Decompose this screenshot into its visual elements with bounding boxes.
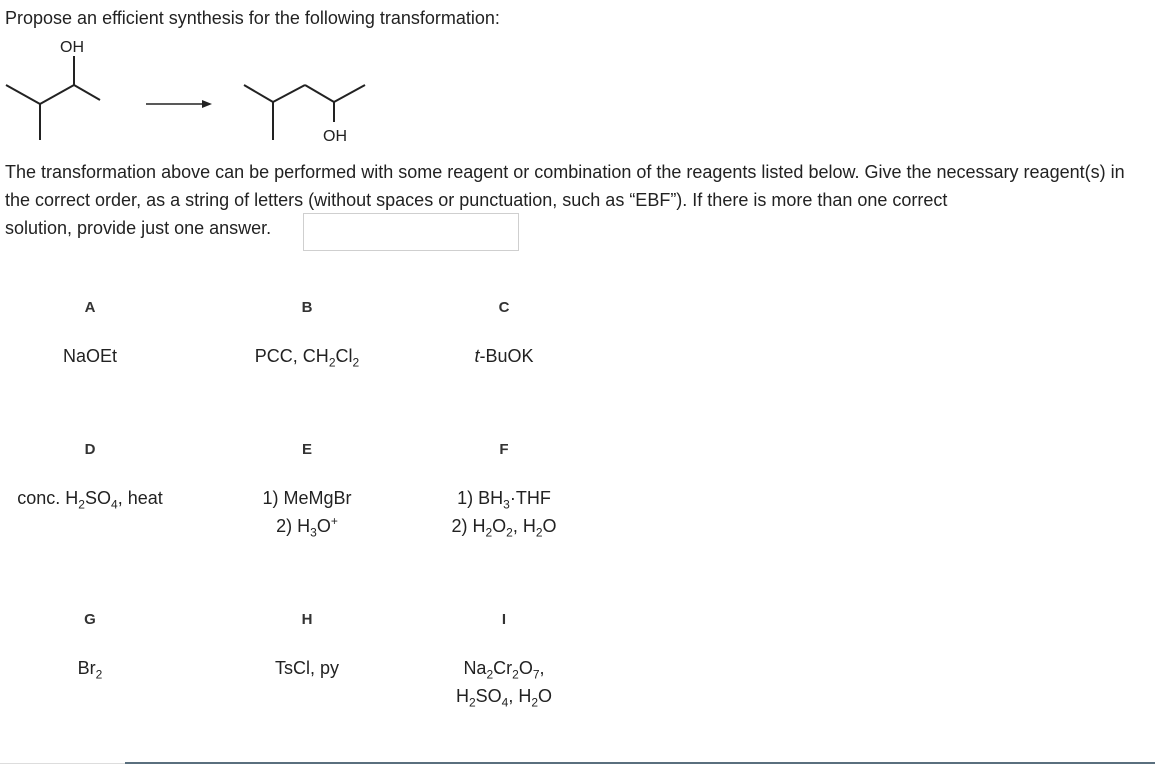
reagent-b-text: PCC, $CH_2Cl_2$ [254, 346, 360, 370]
question-prompt: Propose an efficient synthesis for the following transformation: [5, 8, 500, 28]
reagent-i-line1: $Na_2Cr_2O_7$, [463, 658, 545, 682]
answer-input[interactable] [303, 213, 519, 251]
question-instructions-end: solution, provide just one answer. [5, 218, 272, 238]
reagent-d-text: conc. $H_2SO_4$, heat [17, 488, 163, 512]
reagent-i [424, 654, 584, 710]
reactant-structure [6, 56, 100, 140]
bottom-divider-accent [125, 762, 1155, 764]
reagent-letter-b: B [301, 299, 313, 316]
reagent-letter-h: H [301, 611, 313, 628]
reactant-oh-label: OH [60, 39, 84, 56]
reagent-g-text: $Br_2$ [77, 658, 103, 682]
reagent-d [0, 484, 180, 512]
reagent-letter-g: G [84, 611, 96, 628]
reagent-letter-a: A [84, 299, 96, 316]
question-instructions: The transformation above can be performed with some reagent or combination of the reagents listed below. Give the necessary reagent(s) in the correct order, as a string of letters (without spaces or punctuation, such as “EBF”). If there is more than one correct [5, 162, 1125, 210]
reagent-h [227, 654, 387, 682]
product-oh-label: OH [323, 128, 347, 145]
reagent-g [20, 654, 160, 682]
reagent-letter-f: F [499, 441, 509, 458]
reagent-h-text: TsCl, py [274, 658, 339, 678]
reaction-arrow [146, 100, 212, 108]
reagent-e-line1: 1) MeMgBr [262, 488, 352, 508]
reagent-letter-d: D [84, 441, 96, 458]
reagent-letter-i: I [501, 611, 507, 628]
reagent-a-text: NaOEt [62, 346, 118, 366]
reagent-f-line2: 2) $H_2O_2$, $H_2O$ [451, 516, 557, 540]
reagent-b [217, 342, 397, 370]
reagent-f-line1: 1) $BH_3\cdot THF$ [457, 488, 551, 512]
reagent-c [434, 342, 574, 370]
reagent-i-line2: $H_2SO_4$, $H_2O$ [455, 686, 553, 710]
reagent-f [424, 484, 584, 540]
reagent-a [20, 342, 160, 370]
reagent-c-text: t-BuOK [474, 346, 534, 366]
reagent-e-line2: 2) $H_3O^+$ [276, 514, 338, 540]
reaction-scheme [0, 30, 420, 155]
reagent-letter-e: E [301, 441, 312, 458]
reagent-letter-c: C [498, 299, 510, 316]
reagent-e [227, 484, 387, 540]
